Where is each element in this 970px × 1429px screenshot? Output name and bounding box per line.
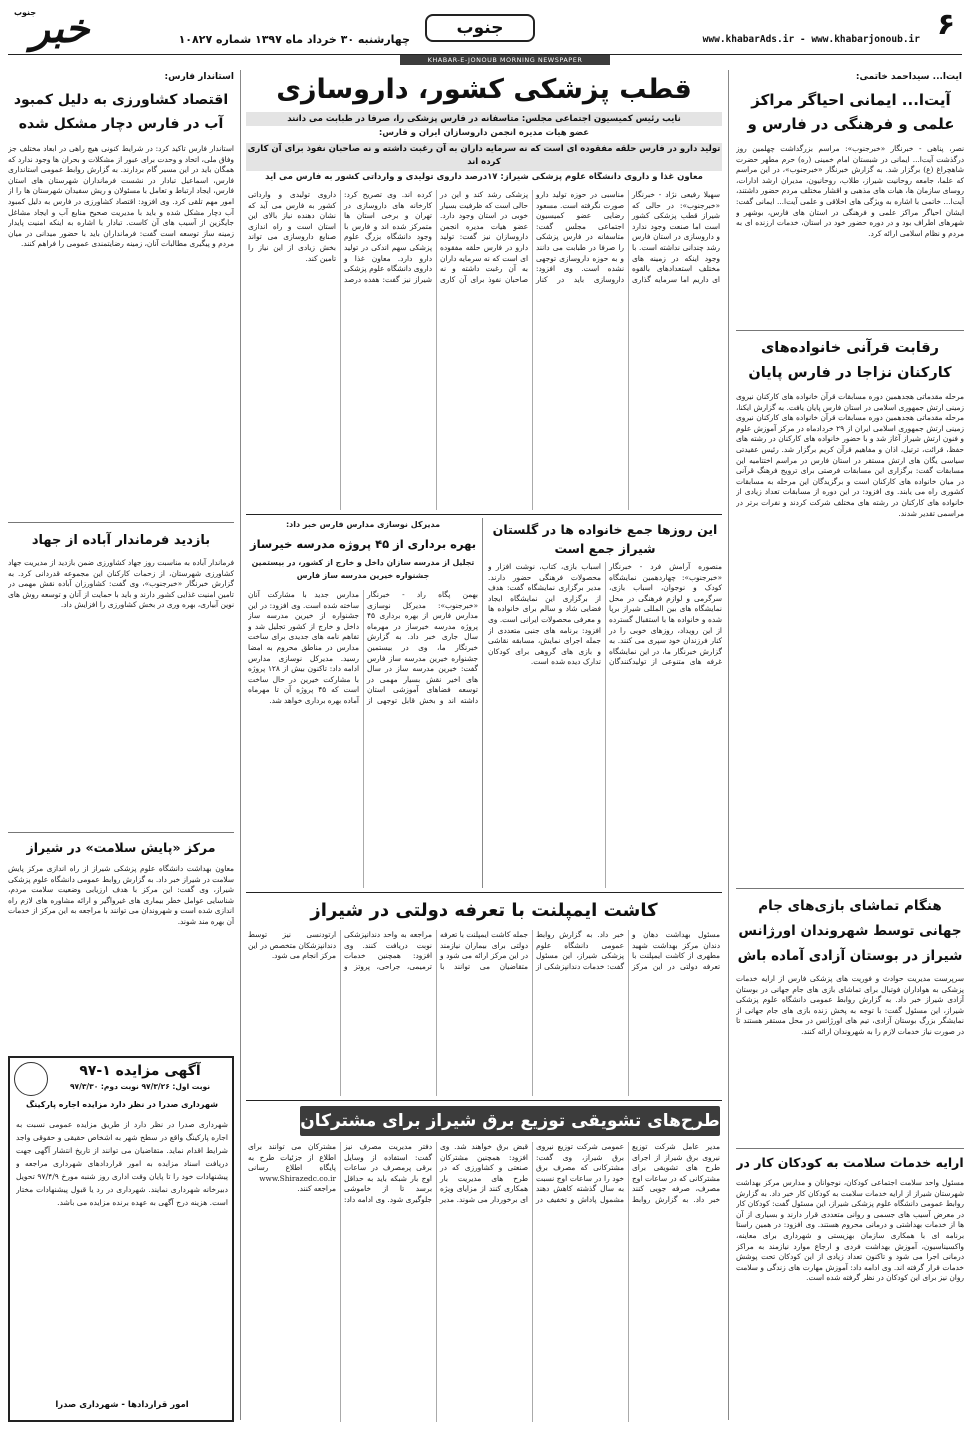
logo-text: خبر: [30, 6, 90, 52]
story-b-title: بهره برداری از ۴۵ پروژه مدرسه خیرساز: [249, 537, 477, 551]
left-divider-1: [8, 522, 234, 523]
left-story2-title: بازدید فرماندار آباده از جهاد: [31, 533, 211, 548]
english-name-band: [400, 55, 610, 65]
story-a-title: این روزها جمع خانواده ها در گلستان شیراز جمع است: [492, 522, 718, 556]
auction-ad: [8, 1056, 234, 1422]
story-b-sub: تجلیل از مدرسه سازان داخل و خارج از کشور، در بیستمین جشنواره خیرین مدرسه ساز فارس: [251, 558, 475, 580]
story-a-body: منصوره آرامش فرد - خبرنگار «خبرجنوب»: چهاردهمین نمایشگاه کودک و نوجوان، اسباب بازی، سرگرمی و لوازم فرهنگی در محل نمایشگاه های بین المللی شیراز برپا شده و خانواده ها با استقبال گسترده از این رویداد، روزهای خوبی را در کنار فرزندان خود سپری می کنند. به گزارش خبرنگار ما، در این نمایشگاه غرفه های متنوعی از تولیدکنندگان اسباب بازی، کتاب، نوشت افزار و محصولات فرهنگی حضور دارند. مدیر برگزاری نمایشگاه گفت: هدف از برگزاری این نمایشگاه ایجاد فضایی شاد و سالم برای خانواده ها و معرفی محصولات ایرانی است. وی افزود: برنامه های جنبی متعددی از جمله اجرای نمایش، مسابقه نقاشی و بازی های گروهی برای کودکان تدارک دیده شده است.: [488, 562, 722, 667]
right-story-byline: آیت‌ا... سیداحمد خاتمی:: [855, 72, 962, 82]
main-subtitle-3-text: تولید دارو در فارس حلقه مفقوده ای است که نه سرمایه داران به آن رغبت داشته و نه صاحبان نفوذ برای آن کاری کرده اند: [247, 144, 721, 167]
ad-dates: نوبت اول: ۹۷/۳/۲۶ نوبت دوم: ۹۷/۳/۳۰: [69, 1082, 211, 1091]
ad-body: شهرداری صدرا در نظر دارد از طریق مزایده عمومی نسبت به اجاره پارکینگ واقع در سطح شهر به اشخاص حقیقی و حقوقی واجد شرایط اقدام نماید. متقاضیان می توانند از تاریخ انتشار آگهی جهت دریافت اسناد مزایده به امور قراردادهای شهرداری مراجعه و پیشنهادات خود را تا پایان وقت اداری روز شنبه مورخ ۹۷/۴/۹ تحویل دبیرخانه شهرداری نمایند. شهرداری در رد یا قبول پیشنهادات مختار است. هزینه درج آگهی به عهده برنده مزایده می باشد.: [16, 1120, 228, 1207]
right-story-body: نصر، پناهی - خبرنگار «خبرجنوب»: مراسم بزرگداشت چهلمین روز درگذشت آیت‌ا... ایمانی در شبستان امام خمینی (ره) حرم مطهر حضرت شاهچراغ (ع) برگزار شد. به گزارش خبرنگار «خبرجنوب»، در این مراسم که علما، جامعه روحانیت شیراز، طلاب، روحانیون، مدیران ارشد ادارات، روسای سازمان ها، هیات های مذهبی و اقشار مختلف مردم حضور داشتند، آیت‌ا... خاتمی با اشاره به ویژگی های اخلاقی و علمی آیت‌ا... ایمانی گفت: ایشان احیاگر مراکز علمی و فرهنگی در استان های فارس، بوشهر و شهرهای اطراف بود و در دوره حضور خود در استان، خدمات ارزنده ای به مردم و نظام اسلامی ارائه کرد.: [736, 144, 964, 238]
logo: [10, 6, 110, 54]
english-name: KHABAR-E-JONOUB MORNING NEWSPAPER: [427, 56, 583, 64]
left-story-byline: استاندار فارس:: [164, 72, 234, 82]
story-c-body: مسئول بهداشت دهان و دندان مرکز بهداشت شهید مطهری از کاشت ایمپلنت با تعرفه دولتی در این مرکز خبر داد. به گزارش روابط عمومی دانشگاه علوم پزشکی شیراز، این مسئول گفت: خدمات دندانپزشکی از جمله کاشت ایمپلنت با تعرفه دولتی برای بیماران نیازمند در این مرکز ارائه می شود و متقاضیان می توانند با مراجعه به واحد دندانپزشکی نوبت دریافت کنند. وی افزود: همچنین خدمات ترمیمی، جراحی، پروتز و ارتودنسی نیز توسط دندانپزشکان متخصص در این مرکز انجام می شود.: [248, 930, 720, 971]
right-story2-body: مرحله مقدماتی هجدهمین دوره مسابقات قرآن خانواده های کارکنان نیروی زمینی ارتش جمهوری اسلامی در استان فارس پایان یافت. به گزارش ایکنا، مرحله مقدماتی هجدهمین دوره مسابقات قرآن خانواده های کارکنان نیروی زمینی ارتش جمهوری اسلامی ایران از ۲۹ خردادماه در مرکز آموزش علوم و فنون ارتش شیراز آغاز شد و با حضور خانواده های کارکنان در رشته های حفظ، قرائت، ترتیل، اذان و مفاهیم قرآن کریم برگزار شد. رئیس عقیدتی سیاسی یگان های ارتش مستقر در استان فارس در مراسم اختتامیه این مسابقات گفت: برگزاری این مسابقات فرصتی برای ترویج فرهنگ قرآنی در میان خانواده های کارکنان است و برگزیدگان این مرحله به مسابقات کشوری راه می یابند. وی افزود: در این دوره از مسابقات تعداد زیادی از خانواده های کارکنان در رشته های مختلف شرکت کردند و نفرات برتر در مراسمی تقدیر شدند.: [736, 392, 964, 518]
left-story-body: استاندار فارس تاکید کرد: در شرایط کنونی هیچ راهی در ابعاد مختلف جز وفاق ملی، اتحاد و وحدت برای عبور از مشکلات و بحران ها وجود ندارد که همگان باید در این مسیر گام بردارند. به گزارش روابط عمومی استانداری فارس، اسماعیل تبادار در نشست فرمانداران شهرستان های استان فارس، ایجاد ارتباط و تعامل با مسئولان و ریش سفیدان شهرستان ها را از امور مهم تلقی کرد. وی افزود: اقتصاد کشاورزی در فارس به دلیل کمبود آب دچار مشکل شده و باید با مدیریت صحیح منابع آب و ایجاد مشاغل جایگزین از آسیب های آن کاست. تبادار با اشاره به اینکه امنیت پایدار زمینه ساز توسعه است گفت: فرمانداران باید با حضور میدانی در میان مردم و پیگیری مطالبات آنان، زمینه رضایتمندی عمومی را فراهم کنند.: [8, 144, 234, 249]
left-story2-body: فرماندار آباده به مناسبت روز جهاد کشاورزی ضمن بازدید از مدیریت جهاد کشاورزی شهرستان، از زحمات کارکنان این مجموعه قدردانی کرد. به گزارش خبرنگار «خبرجنوب»، وی گفت: کشاورزان آباده نقش مهمی در تامین امنیت غذایی کشور دارند و باید با حمایت از آنان و توسعه روش های نوین آبیاری، بهره وری در بخش کشاورزی را افزایش داد.: [8, 558, 234, 610]
main-subtitle-1: [246, 112, 722, 126]
ad-emblem: [14, 1062, 48, 1096]
masthead: [0, 0, 970, 66]
main-subtitle-1-text: نایب رئیس کمیسیون اجتماعی مجلس: متاسفانه در فارس پزشکی را، صرفا در طبابت می دانند: [287, 114, 681, 124]
left-story-title: اقتصاد کشاورزی به دلیل کمبود آب در فارس دچار مشکل شده: [13, 92, 229, 132]
center-divider-1: [246, 514, 722, 515]
logo-subtext: جنوب: [14, 8, 37, 17]
center-divider-3: [246, 1100, 722, 1101]
main-story-body: سهیلا رفیعی نژاد - خبرنگار «خبرجنوب»: در حالی که شیراز قطب پزشکی کشور است اما صنعت وجود ندارد و داروسازی در استان فارس رشد چندانی نداشته است. با وجود اینکه در زمینه های مختلف استعدادهای بالقوه ای داریم اما سرمایه گذاری مناسبی در حوزه تولید دارو صورت نگرفته است. مسعود رضایی عضو کمیسیون اجتماعی مجلس گفت: متاسفانه در فارس پزشکی را صرفا در طبابت می دانند و به حوزه داروسازی توجهی نشده است. وی افزود: داروسازی باید در کنار پزشکی رشد کند و این در حالی است که ظرفیت بسیار خوبی در استان وجود دارد. عضو هیات مدیره انجمن داروسازان نیز گفت: تولید دارو در فارس حلقه مفقوده ای است که نه سرمایه داران به آن رغبت داشته و نه صاحبان نفوذ برای آن کاری کرده اند. وی تصریح کرد: کارخانه های داروسازی در تهران و برخی استان ها متمرکز شده اند و فارس با وجود دانشگاه بزرگ علوم پزشکی سهم اندکی در تولید دارو دارد. معاون غذا و داروی دانشگاه علوم پزشکی شیراز نیز گفت: هفده درصد داروی تولیدی و وارداتی کشور به فارس می آید که نشان دهنده نیاز بالای این استان است و راه اندازی صنایع داروسازی می تواند بخش زیادی از این نیاز را تامین کند.: [248, 190, 720, 284]
page-number: ۶: [936, 8, 956, 42]
right-story3-title: هنگام تماشای بازی‌های جام جهانی توسط شهروندان اورژانس شیراز در بوستان آزادی آماده باش: [737, 898, 963, 964]
left-story3-title: مرکز «پایش سلامت» در شیراز: [26, 840, 216, 855]
center-split-rule: [482, 518, 483, 888]
story-b-body: بهمن پگاه راد - خبرنگار «خبرجنوب»: مدیرکل نوسازی مدارس فارس از بهره برداری ۴۵ پروژه مدرسه خیرساز در مهرماه سال جاری خبر داد. به گزارش خبرنگار ما، وی در بیستمین جشنواره خیرین مدرسه ساز فارس گفت: خیرین مدرسه ساز در سال های اخیر نقش بسیار مهمی در توسعه فضاهای آموزشی استان داشته اند و بخش قابل توجهی از مدارس جدید با مشارکت آنان ساخته شده است. وی افزود: در این جشنواره از خیرین مدرسه ساز داخل و خارج از کشور تجلیل شد و تفاهم نامه های جدیدی برای ساخت مدارس در مناطق محروم به امضا رسید. مدیرکل نوسازی مدارس ادامه داد: تاکنون بیش از ۱۲۸ پروژه با مشارکت خیرین در حال ساخت است که ۴۵ پروژه آن تا مهرماه آماده بهره برداری خواهد شد.: [248, 590, 478, 705]
story-d-title-band: [300, 1106, 720, 1136]
right-story3-body: سرپرست مدیریت حوادث و فوریت های پزشکی فارس از ارایه خدمات پزشکی به هواداران فوتبال برای تماشای بازی های جام جهانی در بوستان آزادی شیراز خبر داد. به گزارش روابط عمومی دانشگاه علوم پزشکی شیراز، این مسئول گفت: با توجه به پخش زنده بازی های جام جهانی از نمایشگر بزرگ بوستان آزادی، تیم های اورژانس در محل مستقر هستند تا در صورت نیاز خدمات لازم را به شهروندان ارائه کنند.: [736, 974, 964, 1036]
right-story4-body: مسئول واحد سلامت اجتماعی کودکان، نوجوانان و مدارس مرکز بهداشت شهرستان شیراز از ارایه خدمات سلامت به کودکان کار خبر داد. به گزارش روابط عمومی دانشگاه علوم پزشکی شیراز، این مسئول گفت: کودکان کار در معرض آسیب های جسمی و روانی متعددی قرار دارند و بسیاری از آن ها از خدمات بهداشتی و درمانی محروم هستند. وی افزود: در همین راستا برنامه ای با همکاری سازمان بهزیستی و شهرداری برای معاینه، واکسیناسیون، آموزش بهداشت فردی و ارجاع موارد نیازمند به مراکز درمانی اجرا می شود و تاکنون تعداد زیادی از این کودکان تحت پوشش خدمات قرار گرفته اند. وی ادامه داد: آموزش مهارت های زندگی و سلامت روان نیز برای این کودکان در نظر گرفته شده است.: [736, 1178, 964, 1283]
story-b-kicker: مدیرکل نوسازی مدارس فارس خبر داد:: [285, 520, 441, 529]
section-label: جنوب: [425, 14, 535, 42]
main-subtitle-4: معاون غذا و داروی دانشگاه علوم پزشکی شیراز: ۱۷درصد داروی تولیدی و وارداتی کشور به فارس می آید: [265, 172, 703, 182]
ad-title: آگهی مزایده ۱-۹۷: [79, 1063, 201, 1079]
story-c-title: کاشت ایمپلنت با تعرفه دولتی در شیراز: [310, 900, 658, 921]
right-divider-1: [736, 330, 964, 331]
right-story4-title: ارایه خدمات سلامت به کودکان کار در: [736, 1155, 964, 1170]
left-column-rule: [240, 70, 241, 1420]
right-story2-title: رقابت قرآنی خانواده‌های کارکنان نزاجا در فارس پایان: [748, 340, 952, 381]
story-d-title: طرح‌های تشویقی توزیع برق شیراز برای مشترکان: [300, 1111, 720, 1131]
main-subtitle-2: عضو هیات مدیره انجمن داروسازان ایران و فارس:: [378, 128, 590, 138]
ad-signature: امور قراردادها - شهرداری صدرا: [55, 1400, 189, 1410]
center-divider-2: [246, 892, 722, 893]
main-title: قطب پزشکی کشور، داروسازی: [276, 74, 692, 105]
left-divider-2: [8, 832, 234, 833]
ad-subject: شهرداری صدرا در نظر دارد مزایده اجاره پارکینگ: [26, 1100, 218, 1109]
right-divider-3: [736, 1148, 964, 1149]
story-d-body: مدیر عامل شرکت توزیع نیروی برق شیراز از اجرای طرح های تشویقی برای مشترکانی که در ساعات اوج مصرف، صرفه جویی کنند خبر داد. به گزارش روابط عمومی شرکت توزیع نیروی برق شیراز، وی گفت: مشترکانی که مصرف برق خود را در ساعات اوج نسبت به سال گذشته کاهش دهند مشمول پاداش و تخفیف در قبض برق خواهند شد. وی افزود: همچنین مشترکان صنعتی و کشاورزی که در طرح های مدیریت بار همکاری کنند از مزایای ویژه ای برخوردار می شوند. مدیر دفتر مدیریت مصرف نیز گفت: استفاده از وسایل برقی پرمصرف در ساعات اوج بار شبکه باید به حداقل برسد تا از خاموشی جلوگیری شود. وی ادامه داد: مشترکان می توانند برای اطلاع از جزئیات طرح به پایگاه اطلاع رسانی www.Shirazedc.co.ir مراجعه کنند.: [248, 1142, 720, 1204]
right-column-rule: [728, 70, 729, 1420]
left-story3-body: معاون بهداشت دانشگاه علوم پزشکی شیراز از راه اندازی مرکز پایش سلامت در شیراز خبر داد. به گزارش روابط عمومی دانشگاه علوم پزشکی شیراز، وی گفت: این مرکز با هدف ارزیابی وضعیت سلامت مردم، شناسایی عوامل خطر بیماری های غیرواگیر و ارائه مشاوره های لازم راه اندازی شده است و شهروندان می توانند با مراجعه به این مرکز از خدمات آن بهره مند شوند.: [8, 864, 234, 926]
site-url: www.khabarAds.ir - www.khabarjonoub.ir: [702, 34, 920, 45]
date-issue: چهارشنبه ۳۰ خرداد ماه ۱۳۹۷ شماره ۱۰۸۲۷: [178, 33, 410, 46]
right-divider-2: [736, 888, 964, 889]
main-subtitle-3: [246, 143, 722, 171]
right-story-title: آیت‌ا... ایمانی احیاگر مراکز علمی و فرهنگی در فارس و: [747, 91, 955, 133]
